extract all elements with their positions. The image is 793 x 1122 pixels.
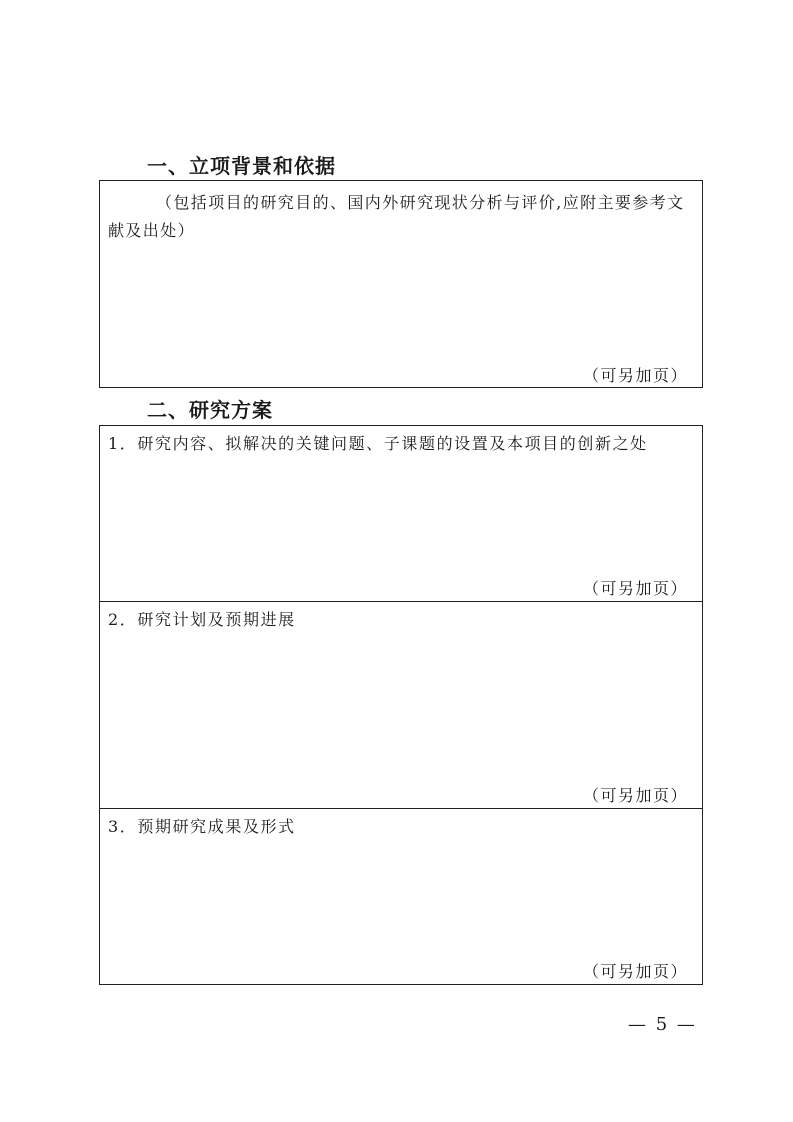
- section-2-heading: 二、研究方案: [147, 398, 273, 422]
- expected-results-label: 3．预期研究成果及形式: [108, 817, 296, 836]
- research-plan-more-pages-note: （可另加页）: [582, 786, 688, 805]
- expected-results-box[interactable]: [100, 809, 702, 984]
- section-1-more-pages-note: （可另加页）: [582, 366, 688, 385]
- section-2-table: [99, 425, 703, 985]
- research-plan-box[interactable]: [100, 602, 702, 809]
- research-content-more-pages-note: （可另加页）: [582, 579, 688, 598]
- expected-results-more-pages-note: （可另加页）: [582, 962, 688, 981]
- section-1-input-box[interactable]: [99, 180, 703, 388]
- research-content-label: 1．研究内容、拟解决的关键问题、子课题的设置及本项目的创新之处: [108, 434, 648, 453]
- research-plan-label: 2．研究计划及预期进展: [108, 610, 296, 629]
- section-1-instructions: （包括项目的研究目的、国内外研究现状分析与评价,应附主要参考文献及出处）: [108, 193, 685, 240]
- research-content-box[interactable]: [100, 426, 702, 602]
- page-number: — 5 —: [628, 1014, 697, 1035]
- section-1-heading: 一、立项背景和依据: [147, 154, 336, 178]
